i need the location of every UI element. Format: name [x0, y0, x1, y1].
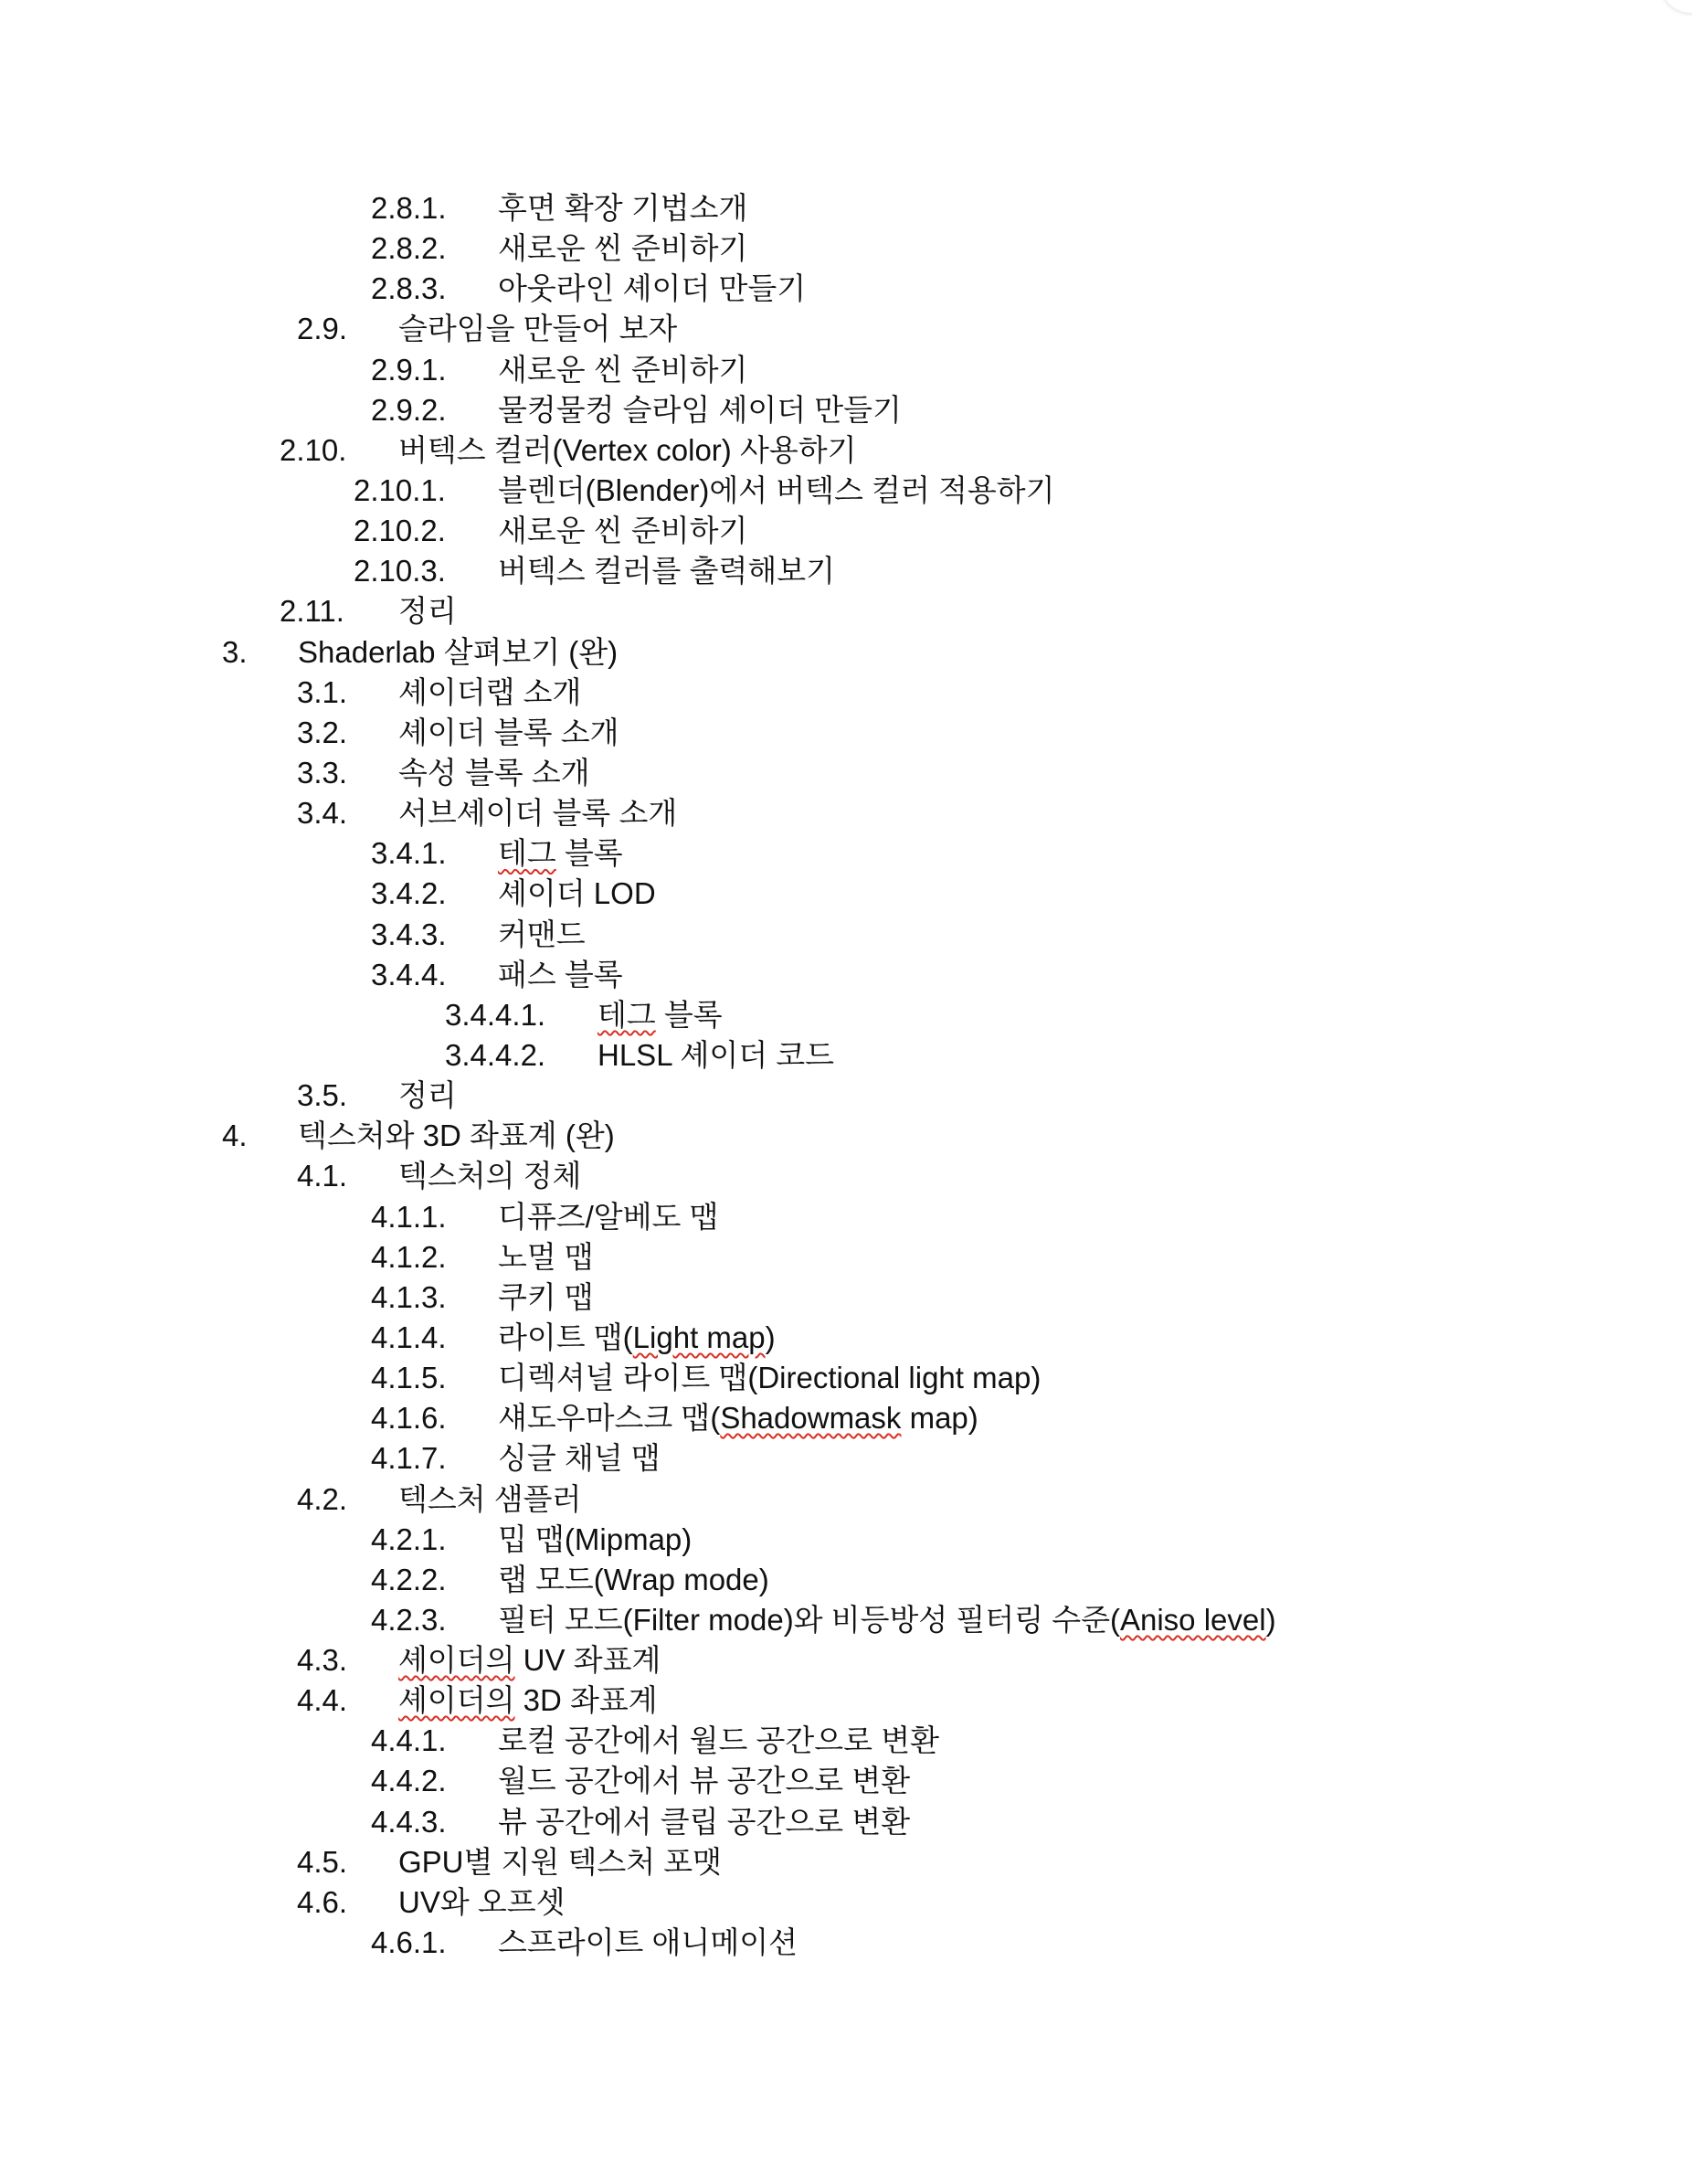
item-title: [498, 1600, 1276, 1640]
item-title-rest: 블록: [655, 997, 723, 1032]
toc-item-4-1-7[interactable]: [0, 1438, 1692, 1479]
toc-item-2-9-2[interactable]: [0, 390, 1692, 430]
toc-item-4-4-2[interactable]: [0, 1761, 1692, 1801]
item-title: 속성 블록 소개: [398, 755, 590, 790]
item-title: 물컹물컹 슬라임 셰이더 만들기: [498, 392, 902, 427]
item-number: 4.1.: [297, 1159, 348, 1193]
item-title: 새로운 씬 준비하기: [498, 352, 748, 387]
item-title: 서브셰이더 블록 소개: [398, 796, 678, 831]
item-title: 디렉셔널 라이트 맵(Directional light map): [498, 1361, 1042, 1395]
toc-item-2-8-2[interactable]: [0, 228, 1692, 269]
spellcheck-word[interactable]: 셰이더의: [398, 1643, 515, 1678]
item-title: 버텍스 컬러를 출력해보기: [498, 554, 835, 588]
item-number: 3.2.: [297, 715, 348, 749]
item-title: [498, 833, 623, 874]
item-number: 2.9.2.: [371, 392, 447, 427]
item-title: 텍스처의 정체: [398, 1159, 582, 1193]
toc-item-2-9-1[interactable]: [0, 350, 1692, 390]
item-title: 새로운 씬 준비하기: [498, 514, 748, 548]
item-title-start: 섀도우마스크 맵(: [498, 1401, 721, 1436]
toc-item-2-9[interactable]: [0, 309, 1692, 349]
toc-item-2-8-3[interactable]: [0, 269, 1692, 309]
item-number: 2.8.3.: [371, 271, 447, 306]
item-number: 4.1.7.: [371, 1441, 447, 1476]
item-title: 버텍스 컬러(Vertex color) 사용하기: [398, 432, 857, 467]
item-number: 4.1.2.: [371, 1239, 447, 1274]
toc-item-3-4-4[interactable]: [0, 955, 1692, 995]
toc-item-4-1-1[interactable]: [0, 1197, 1692, 1237]
item-number: 4.1.4.: [371, 1320, 447, 1354]
item-number: 2.9.1.: [371, 352, 447, 387]
toc-item-4[interactable]: [0, 1116, 1692, 1156]
item-number: 3.5.: [297, 1078, 348, 1113]
item-number: 4.4.3.: [371, 1804, 447, 1839]
item-number: 4.1.6.: [371, 1401, 447, 1436]
item-number: 4.4.2.: [371, 1764, 447, 1798]
item-title: 노멀 맵: [498, 1239, 594, 1274]
toc-item-4-2-1[interactable]: [0, 1520, 1692, 1560]
toc-item-3-4-2[interactable]: [0, 874, 1692, 914]
item-title: 정리: [398, 1078, 457, 1113]
item-title: 뷰 공간에서 클립 공간으로 변환: [498, 1804, 911, 1839]
toc-item-4-4-3[interactable]: [0, 1802, 1692, 1842]
item-title: HLSL 셰이더 코드: [597, 1037, 835, 1072]
item-title-rest: 3D 좌표계: [514, 1683, 658, 1718]
toc-item-4-2-3[interactable]: [0, 1600, 1692, 1640]
item-number: 3.4.1.: [371, 836, 447, 871]
item-number: 4.2.3.: [371, 1602, 447, 1637]
item-number: 2.8.2.: [371, 231, 447, 266]
item-title: Shaderlab 살펴보기 (완): [298, 634, 619, 669]
item-title: 커맨드: [498, 917, 586, 951]
toc-item-2-10-3[interactable]: [0, 551, 1692, 591]
item-title: 새로운 씬 준비하기: [498, 231, 748, 266]
item-number: 3.4.: [297, 796, 348, 831]
toc-item-4-6-1[interactable]: [0, 1923, 1692, 1963]
item-title-end: ): [1265, 1602, 1276, 1637]
item-title-rest: UV 좌표계: [514, 1643, 661, 1678]
item-title: 후면 확장 기법소개: [498, 191, 748, 225]
item-title: 텍스처 샘플러: [398, 1481, 582, 1516]
item-number: 3.4.4.2.: [445, 1037, 546, 1072]
item-number: 2.11.: [280, 594, 344, 629]
item-number: 4.4.1.: [371, 1723, 447, 1758]
item-title: 로컬 공간에서 월드 공간으로 변환: [498, 1723, 939, 1758]
toc-item-4-1-3[interactable]: [0, 1278, 1692, 1318]
item-number: 3.3.: [297, 755, 348, 790]
toc-item-2-10-1[interactable]: [0, 471, 1692, 511]
toc-item-3-4-4-2[interactable]: [0, 1035, 1692, 1076]
toc-item-4-1-2[interactable]: [0, 1237, 1692, 1278]
item-number: 4.1.5.: [371, 1361, 447, 1395]
toc-item-3-4[interactable]: [0, 793, 1692, 833]
item-title: [498, 1318, 776, 1358]
item-number: 4.3.: [297, 1643, 348, 1678]
toc-item-2-10[interactable]: [0, 430, 1692, 471]
item-title-start: 필터 모드(Filter mode)와 비등방성 필터링 수준(: [498, 1602, 1120, 1637]
item-title-end: map): [901, 1401, 978, 1436]
spellcheck-word[interactable]: Light map: [632, 1320, 766, 1354]
item-number: 3.: [222, 634, 248, 669]
item-title: 아웃라인 셰이더 만들기: [498, 271, 807, 306]
item-number: 4.1.3.: [371, 1279, 447, 1314]
toc-item-4-5[interactable]: [0, 1842, 1692, 1882]
item-title: GPU별 지원 텍스처 포맷: [398, 1844, 723, 1879]
item-title-end: ): [765, 1320, 776, 1354]
spellcheck-word[interactable]: 셰이더의: [398, 1683, 515, 1718]
item-title: 싱글 채널 맵: [498, 1441, 661, 1476]
item-title-start: 라이트 맵(: [498, 1320, 633, 1354]
toc-item-4-1-6[interactable]: [0, 1398, 1692, 1438]
item-number: 3.1.: [297, 674, 348, 709]
item-title: 월드 공간에서 뷰 공간으로 변환: [498, 1764, 911, 1798]
item-number: 2.9.: [297, 312, 348, 346]
toc-item-4-1-4[interactable]: [0, 1318, 1692, 1358]
toc-item-4-1[interactable]: [0, 1156, 1692, 1196]
toc-item-4-3[interactable]: [0, 1640, 1692, 1680]
toc-item-3-4-3[interactable]: [0, 915, 1692, 955]
item-number: 4.4.: [297, 1683, 348, 1718]
toc-item-3-4-4-1[interactable]: [0, 995, 1692, 1035]
item-number: 2.8.1.: [371, 191, 447, 225]
toc-item-4-2[interactable]: [0, 1479, 1692, 1520]
toc-item-3[interactable]: [0, 632, 1692, 673]
item-number: 4.1.1.: [371, 1199, 447, 1234]
page-corner-shadow: [1665, 0, 1692, 13]
toc-item-4-1-5[interactable]: [0, 1358, 1692, 1398]
toc-item-3-1[interactable]: [0, 673, 1692, 713]
item-number: 4.: [222, 1119, 248, 1153]
item-number: 2.10.1.: [354, 472, 446, 507]
item-number: 4.5.: [297, 1844, 348, 1879]
toc-item-2-8-1[interactable]: [0, 188, 1692, 228]
toc-item-4-6[interactable]: [0, 1882, 1692, 1923]
item-title: 텍스처와 3D 좌표계 (완): [298, 1119, 615, 1153]
item-title: 디퓨즈/알베도 맵: [498, 1199, 719, 1234]
toc-item-3-3[interactable]: [0, 753, 1692, 793]
table-of-contents: [0, 188, 1692, 1963]
toc-item-3-4-1[interactable]: [0, 833, 1692, 874]
toc-item-3-2[interactable]: [0, 713, 1692, 753]
toc-item-2-10-2[interactable]: [0, 511, 1692, 551]
item-number: 3.4.4.: [371, 957, 447, 991]
item-title: 밉 맵(Mipmap): [498, 1521, 693, 1556]
item-number: 4.2.1.: [371, 1521, 447, 1556]
toc-item-3-5[interactable]: [0, 1076, 1692, 1116]
item-title: [498, 1398, 978, 1438]
item-title: 셰이더 블록 소개: [398, 715, 619, 749]
spellcheck-word[interactable]: Shadowmask: [720, 1401, 902, 1436]
item-number: 4.2.2.: [371, 1562, 447, 1596]
spellcheck-word[interactable]: 테그: [498, 836, 556, 871]
item-title: 스프라이트 애니메이션: [498, 1925, 798, 1960]
item-number: 3.4.4.1.: [445, 997, 546, 1032]
toc-item-2-11[interactable]: [0, 591, 1692, 631]
item-title: 셰이더 LOD: [498, 876, 656, 911]
item-title-rest: 블록: [555, 836, 623, 871]
item-title: 셰이더랩 소개: [398, 674, 582, 709]
item-title: 정리: [398, 594, 457, 629]
item-number: 3.4.3.: [371, 917, 447, 951]
toc-item-4-4-1[interactable]: [0, 1721, 1692, 1761]
item-number: 2.10.2.: [354, 514, 446, 548]
item-number: 4.6.1.: [371, 1925, 447, 1960]
item-title: [597, 995, 723, 1035]
toc-item-4-4[interactable]: [0, 1680, 1692, 1721]
item-title: 블렌더(Blender)에서 버텍스 컬러 적용하기: [498, 472, 1055, 507]
item-title: [398, 1680, 658, 1721]
item-number: 3.4.2.: [371, 876, 447, 911]
spellcheck-word[interactable]: 테그: [597, 997, 656, 1032]
item-title: 슬라임을 만들어 보자: [398, 312, 678, 346]
item-title: [398, 1640, 661, 1680]
item-number: 2.10.: [280, 432, 347, 467]
spellcheck-word[interactable]: Aniso level: [1119, 1602, 1266, 1637]
item-title: UV와 오프셋: [398, 1884, 566, 1919]
item-number: 4.2.: [297, 1481, 348, 1516]
item-title: 패스 블록: [498, 957, 623, 991]
toc-item-4-2-2[interactable]: [0, 1560, 1692, 1600]
item-number: 4.6.: [297, 1884, 348, 1919]
item-title: 쿠키 맵: [498, 1279, 594, 1314]
item-title: 랩 모드(Wrap mode): [498, 1562, 769, 1596]
item-number: 2.10.3.: [354, 554, 446, 588]
